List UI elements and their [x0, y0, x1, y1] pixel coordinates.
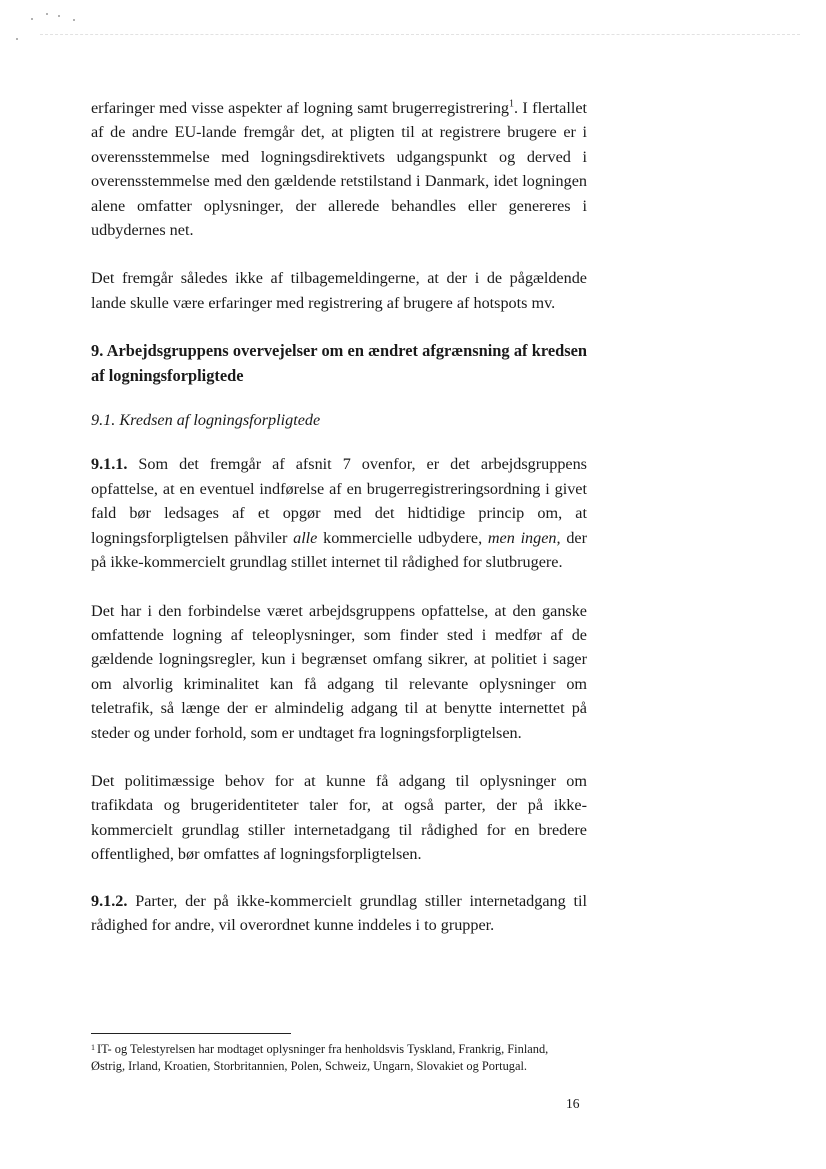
emphasis: men ingen,	[487, 528, 561, 547]
footnote-text: IT- og Telestyrelsen har modtaget oplysninger fra henholdsvis Tyskland, Frankrig, Finland, Østrig, Irland, Kroatien, Storbritannien, Polen, Schweiz, Ungarn, Slovakiet og Portugal.	[91, 1042, 549, 1073]
paragraph: Det fremgår således ikke af tilbagemeldingerne, at der i de pågældende lande skulle være erfaringer med registrering af brugere af hotspots mv.	[91, 269, 587, 312]
paragraph	[91, 452, 587, 574]
paragraph: Det politimæssige behov for at kunne få adgang til oplysninger om trafikdata og brugeridentiteter taler for, at også parter, der på ikke-kommercielt grundlag stiller internetadgang til rådighed for en bredere offentlighed, bør omfattes af logningsforpligtelsen.	[91, 771, 587, 864]
scan-speck	[16, 38, 18, 40]
page-number: 16	[566, 1096, 580, 1111]
footnote	[91, 1041, 581, 1075]
paragraph	[91, 96, 587, 242]
paragraph-number: 9.1.1.	[91, 455, 128, 474]
paragraph-number: 9.1.2.	[91, 891, 128, 910]
document-body	[91, 96, 587, 937]
footnote-mark: 1	[91, 1043, 95, 1052]
scan-speck	[46, 13, 48, 15]
scan-speck	[73, 19, 75, 21]
scan-speck	[31, 18, 33, 20]
paragraph	[91, 889, 587, 938]
footnote-divider	[91, 1033, 291, 1034]
footnote-reference: 1	[509, 98, 515, 110]
paragraph-text: kommercielle udbydere,	[317, 528, 488, 547]
paragraph-text: Som det fremgår af afsnit 7 ovenfor, er det arbejdsgruppens opfattelse, at en eventuel indførelse af en brugerregistreringsordning i givet fald bør ledsages af et opgør med det hidtidige princip om, at logningsforpligtelsen påhviler	[91, 455, 587, 547]
scan-speck	[58, 15, 60, 17]
paragraph-text: . I flertallet af de andre EU-lande fremgår det, at pligten til at registrere brugere er i overensstemmelse med logningsdirektivets udgangspunkt og derved i overensstemmelse med den gældende retstilstand i Danmark, idet logningen alene omfatter oplysninger, der allerede behandles eller genereres i udbydernes net.	[91, 99, 588, 240]
subsection-heading: 9.1. Kredsen af logningsforpligtede	[91, 411, 321, 430]
paragraph: Det har i den forbindelse været arbejdsgruppens opfattelse, at den ganske omfattende logning af teleoplysninger, som finder sted i medfør af de gældende logningsregler, kun i begrænset omfang sikrer, at politiet i sager om alvorlig kriminalitet kan få adgang til relevante oplysninger om teletrafik, så længe der er almindelig adgang til at benytte internettet på steder og under forhold, som er undtaget fra logningsforpligtelsen.	[91, 601, 587, 742]
paragraph-text: Parter, der på ikke-kommercielt grundlag stiller internetadgang til rådighed for andre, vil overordnet kunne inddeles i to grupper.	[91, 891, 587, 934]
paragraph-text: erfaringer med visse aspekter af logning samt brugerregistrering	[91, 99, 510, 117]
section-heading: 9. Arbejdsgruppens overvejelser om en ændret afgrænsning af kredsen af logningsforpligtede	[91, 341, 587, 385]
scan-line	[40, 34, 800, 35]
emphasis: alle	[293, 528, 318, 547]
paragraph-text: der på ikke-kommercielt grundlag stillet internet til rådighed for slutbrugere.	[91, 528, 587, 572]
